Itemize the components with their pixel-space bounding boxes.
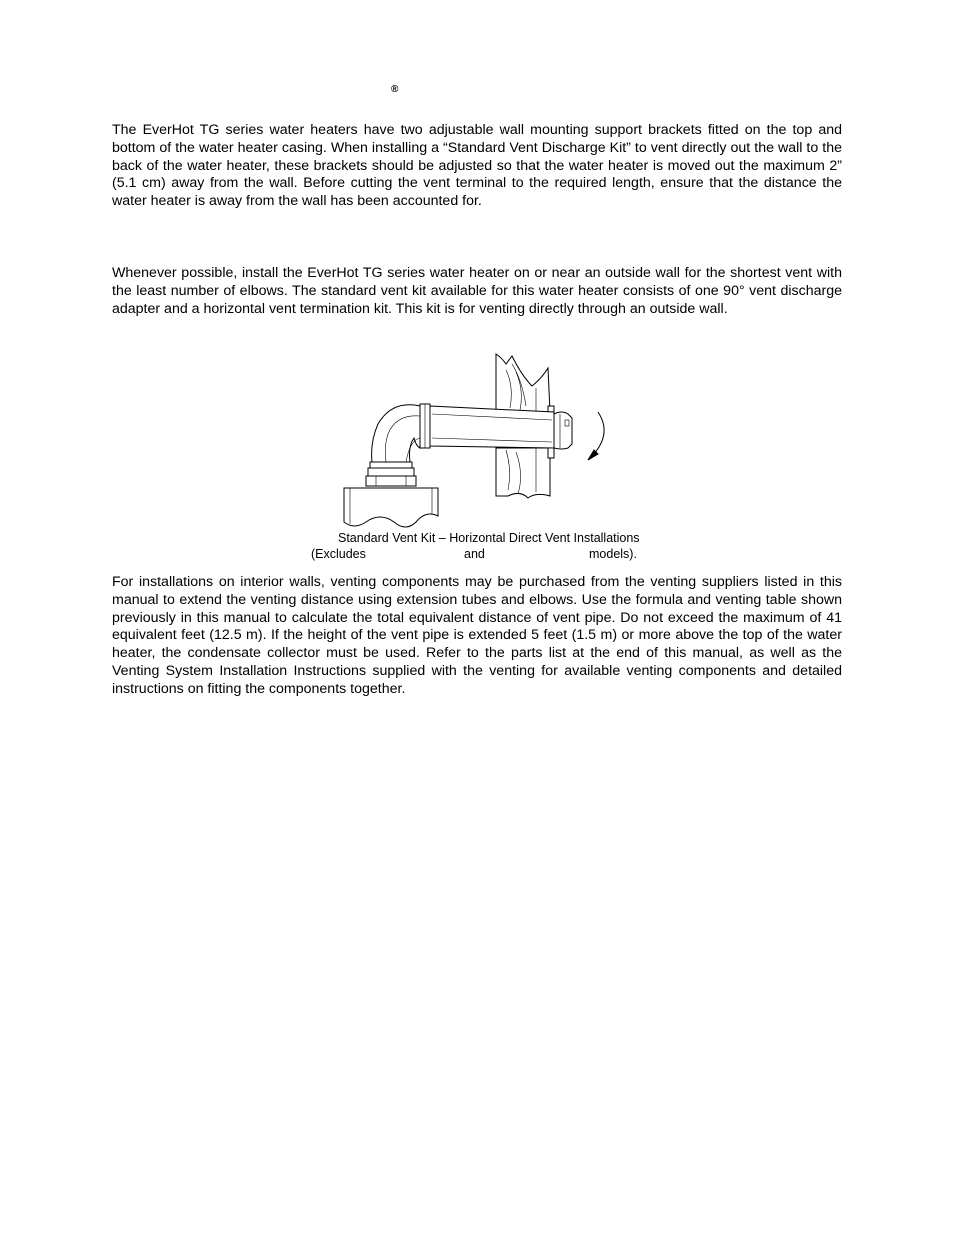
- paragraph-interior-walls: For installations on interior walls, venting components may be purchased from the venting suppliers listed in this manual to extend the venting distance using extension tubes and elbows. Use the formula and venting table shown previously in this manual to calculate the total equivalent distance of vent pipe. Do not exceed the maximum of 41 equivalent feet (12.5 m). If the height of the vent pipe is extended 5 feet (1.5 m) or more above the top of the water heater, the condensate collector must be used. Refer to the parts list at the end of this manual, as well as the Venting System Installation Instructions supplied with the venting for available venting components and detailed instructions on fitting the components together.: [112, 574, 842, 697]
- figure-caption-excludes: (Excludes: [311, 547, 366, 561]
- figure-caption-and: and: [464, 547, 485, 561]
- vent-elbow: [372, 405, 420, 462]
- wall-lower: [496, 448, 550, 498]
- wall-upper: [496, 354, 550, 412]
- paragraph-wall-brackets: The EverHot TG series water heaters have two adjustable wall mounting support brackets fitted on the top and bottom of the water heater casing. When installing a “Standard Vent Discharge Kit” to vent directly out the wall to the back of the water heater, these brackets should be adjusted so that the water heater is moved out the maximum 2” (5.1 cm) away from the wall. Before cutting the vent terminal to the required length, ensure that the distance the water heater is away from the wall has been accounted for.: [112, 122, 842, 210]
- vent-kit-diagram: [336, 350, 616, 532]
- rotation-arrow: [588, 412, 604, 460]
- vent-terminal-cap: [554, 412, 572, 449]
- figure-caption-models: models).: [589, 547, 637, 561]
- water-heater-top: [344, 488, 438, 527]
- paragraph-outside-wall: Whenever possible, install the EverHot TG series water heater on or near an outside wall for the shortest vent with the least number of elbows. The standard vent kit available for this water heater consists of one 90° vent discharge adapter and a horizontal vent termination kit. This kit is for venting directly through an outside wall.: [112, 265, 842, 317]
- horizontal-vent-pipe: [420, 404, 554, 448]
- figure-caption-title: Standard Vent Kit – Horizontal Direct Vent Installations: [338, 531, 640, 545]
- vent-discharge-adapter: [366, 462, 416, 486]
- registered-mark: ®: [391, 84, 399, 95]
